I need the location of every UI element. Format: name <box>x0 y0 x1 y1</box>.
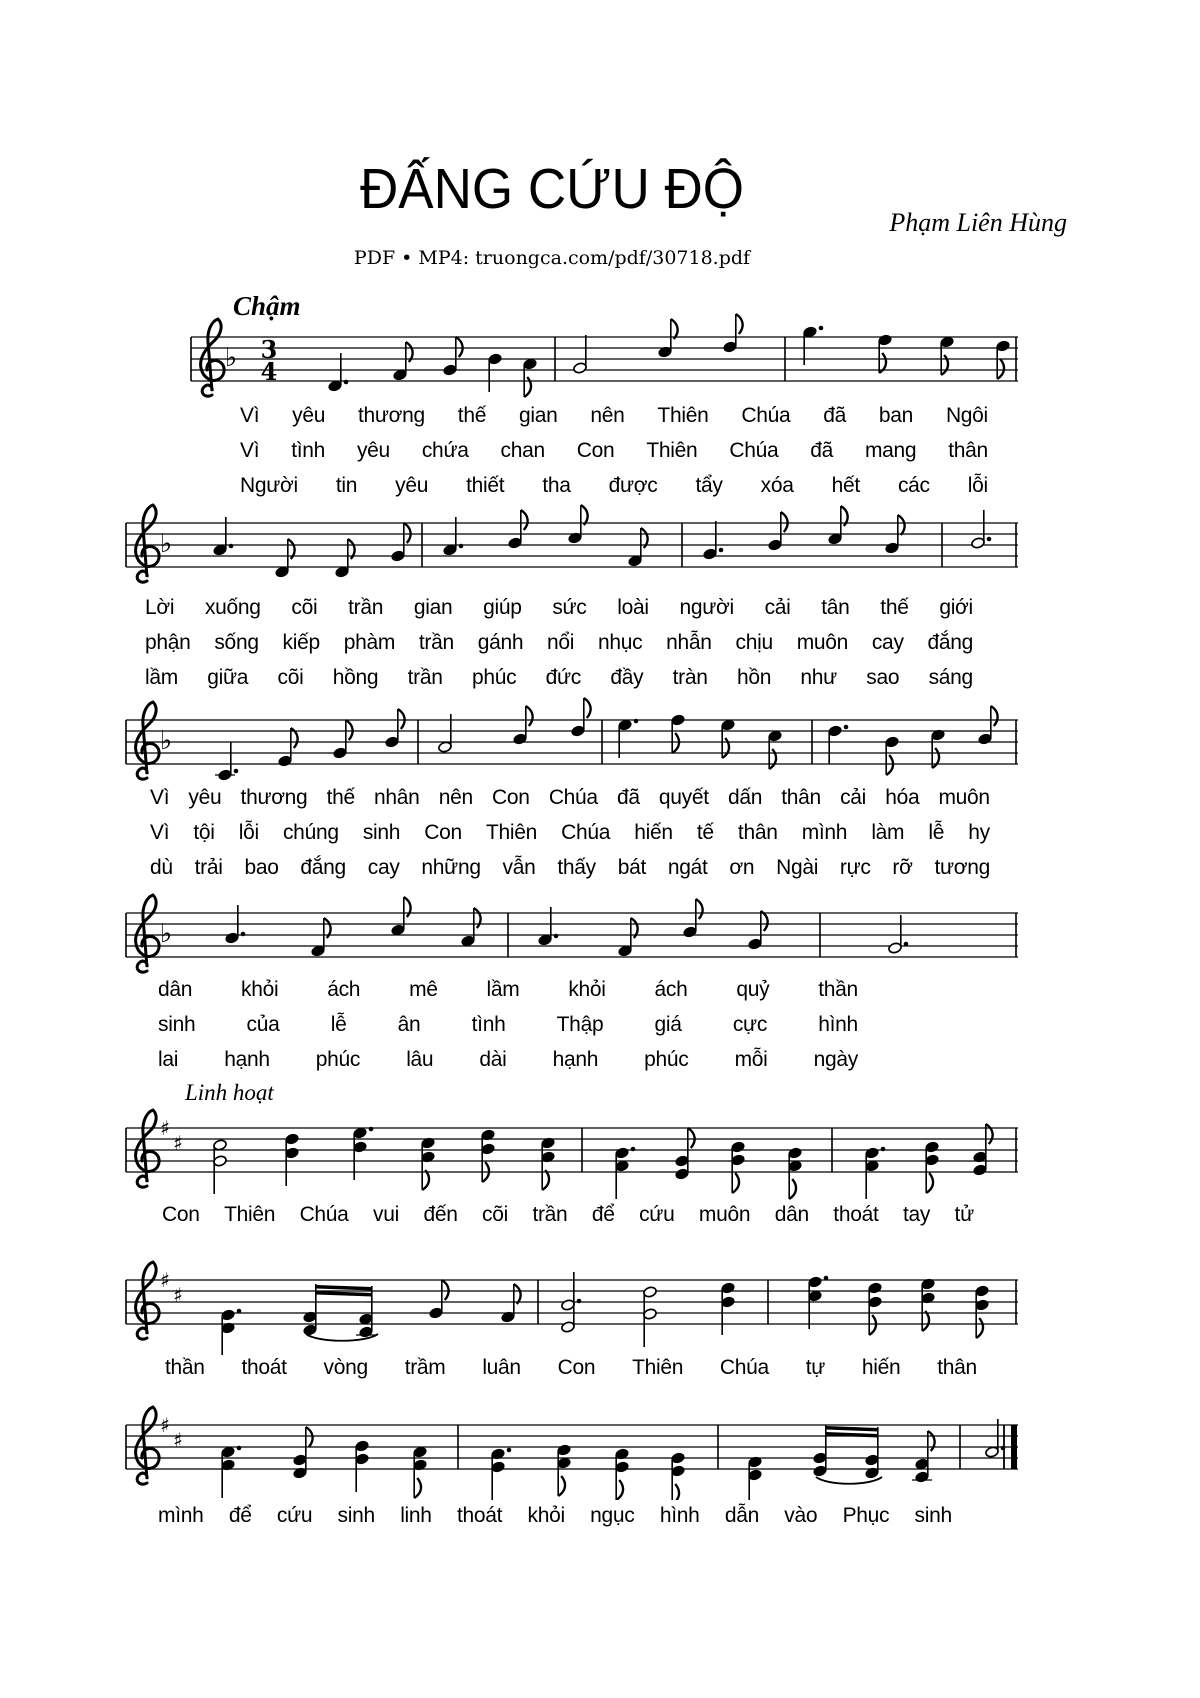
lyric-word: Vì <box>150 821 170 844</box>
lyric-word: hóa <box>885 786 920 809</box>
lyric-word: cay <box>367 856 400 879</box>
lyric-word: Vì <box>240 439 260 462</box>
lyric-word: mỗi <box>734 1048 768 1071</box>
lyric-word: hết <box>831 474 860 497</box>
staff-system-3 <box>120 695 1020 795</box>
lyric-word: cõi <box>291 596 318 619</box>
lyric-word: thân <box>937 1356 977 1379</box>
lyric-word: dù <box>150 856 173 879</box>
lyric-word: trần <box>532 1203 568 1226</box>
lyric-word: lầm <box>145 666 178 689</box>
svg-text:♭: ♭ <box>224 343 238 373</box>
staff-system-2 <box>120 498 1020 598</box>
lyric-line <box>158 978 858 1001</box>
lyric-line <box>145 666 973 689</box>
lyric-word: nhẫn <box>666 631 712 654</box>
lyric-word: ban <box>878 404 914 427</box>
lyric-word: nên <box>438 786 473 809</box>
lyric-word: Chúa <box>561 821 611 844</box>
lyric-word: phúc <box>644 1048 689 1071</box>
lyric-word: cứu <box>276 1504 313 1527</box>
lyric-word: tương <box>934 856 990 879</box>
lyric-word: loài <box>617 596 649 619</box>
lyric-word: hồn <box>736 666 772 689</box>
lyric-word: Chúa <box>548 786 598 809</box>
lyric-word: kiếp <box>282 631 320 654</box>
lyric-word: đã <box>810 439 834 462</box>
lyric-word: nổi <box>547 631 575 654</box>
lyric-word: dân <box>158 978 193 1001</box>
lyric-word: trần <box>418 631 454 654</box>
lyric-word: muôn <box>938 786 990 809</box>
lyric-line <box>240 474 988 497</box>
lyric-word: cay <box>871 631 904 654</box>
lyric-word: thế <box>880 596 909 619</box>
lyric-word: yêu <box>356 439 390 462</box>
staff-system-5 <box>120 1103 1020 1203</box>
lyric-word: vẫn <box>502 856 536 879</box>
lyric-word: khỏi <box>568 978 606 1001</box>
lyrics-system-6 <box>165 1356 977 1391</box>
tempo-marking-slow: Chậm <box>233 291 301 321</box>
lyric-word: chịu <box>735 631 773 654</box>
lyric-word: đắng <box>927 631 973 654</box>
lyric-word: chan <box>500 439 545 462</box>
lyric-word: sinh <box>914 1504 952 1527</box>
lyrics-system-4 <box>158 978 858 1083</box>
lyric-word: tẩy <box>695 474 723 497</box>
lyric-word: giữa <box>207 666 249 689</box>
lyric-word: bát <box>617 856 646 879</box>
lyric-word: Thiên <box>632 1356 684 1379</box>
lyric-word: hình <box>659 1504 700 1527</box>
lyric-word: thoát <box>241 1356 287 1379</box>
svg-text:4: 4 <box>260 357 278 386</box>
lyric-word: phàm <box>343 631 396 654</box>
lyric-word: sức <box>552 596 587 619</box>
lyric-line <box>165 1356 977 1379</box>
lyric-word: hy <box>968 821 990 844</box>
lyric-word: chứa <box>421 439 469 462</box>
lyrics-system-5 <box>162 1203 974 1238</box>
lyric-word: luân <box>482 1356 521 1379</box>
lyric-word: cõi <box>482 1203 508 1226</box>
lyric-word: Vì <box>150 786 170 809</box>
lyric-word: người <box>679 596 734 619</box>
lyric-word: gian <box>413 596 453 619</box>
svg-text:♯: ♯ <box>173 1428 183 1452</box>
lyric-word: lai <box>158 1048 179 1071</box>
lyric-word: Ngài <box>776 856 819 879</box>
lyric-word: ơn <box>729 856 755 879</box>
staff-system-1 <box>185 312 1020 412</box>
lyric-word: cõi <box>277 666 304 689</box>
lyric-word: ngát <box>667 856 708 879</box>
lyric-line <box>158 1504 952 1527</box>
lyric-line <box>240 404 988 427</box>
lyric-word: mê <box>409 978 438 1001</box>
lyric-word: mang <box>864 439 917 462</box>
lyric-word: như <box>800 666 837 689</box>
lyric-word: dài <box>479 1048 507 1071</box>
lyric-word: ngày <box>813 1048 858 1071</box>
lyric-word: xóa <box>760 474 794 497</box>
lyric-line <box>150 821 990 844</box>
lyric-word: cực <box>732 1013 768 1036</box>
lyric-word: thân <box>948 439 988 462</box>
lyric-word: yêu <box>188 786 222 809</box>
lyric-word: Lời <box>145 596 175 619</box>
lyric-word: ngục <box>590 1504 635 1527</box>
lyric-word: tay <box>902 1203 931 1226</box>
lyric-word: đến <box>423 1203 458 1226</box>
lyric-word: sáng <box>928 666 973 689</box>
svg-text:3: 3 <box>260 335 278 364</box>
lyric-word: hạnh <box>224 1048 270 1071</box>
lyric-word: vào <box>784 1504 818 1527</box>
lyric-word: yêu <box>395 474 429 497</box>
treble-clef-icon <box>201 319 225 396</box>
lyric-word: gian <box>518 404 558 427</box>
lyric-word: giá <box>654 1013 682 1036</box>
lyric-word: Thiên <box>646 439 698 462</box>
lyric-line <box>145 631 973 654</box>
staff-system-6 <box>120 1255 1020 1355</box>
lyric-word: Chúa <box>741 404 791 427</box>
lyric-word: tội <box>193 821 215 844</box>
lyric-word: đắng <box>300 856 346 879</box>
lyric-word: Chúa <box>299 1203 349 1226</box>
lyric-word: lỗi <box>967 474 988 497</box>
lyric-word: hình <box>818 1013 858 1036</box>
lyric-word: của <box>246 1013 280 1036</box>
lyric-word: muôn <box>698 1203 751 1226</box>
lyric-word: cứu <box>639 1203 675 1226</box>
lyric-word: tử <box>954 1203 974 1226</box>
lyric-word: làm <box>871 821 905 844</box>
lyric-word: quyết <box>658 786 709 809</box>
lyric-word: quỷ <box>736 978 770 1001</box>
lyric-word: hiến <box>634 821 673 844</box>
lyric-word: Thiên <box>224 1203 276 1226</box>
lyric-word: mình <box>801 821 848 844</box>
staff-system-4 <box>120 888 1020 988</box>
lyric-word: thần <box>165 1356 205 1379</box>
lyric-word: ân <box>397 1013 421 1036</box>
svg-text:♭: ♭ <box>159 726 173 756</box>
lyric-word: Ngôi <box>945 404 988 427</box>
lyrics-system-3 <box>150 786 990 891</box>
lyric-word: gánh <box>477 631 524 654</box>
lyric-word: ách <box>327 978 361 1001</box>
lyrics-system-7 <box>158 1504 952 1539</box>
lyric-word: để <box>591 1203 615 1226</box>
svg-text:♯: ♯ <box>160 1413 170 1437</box>
lyric-word: hạnh <box>552 1048 599 1071</box>
lyric-word: Chúa <box>729 439 779 462</box>
lyric-word: linh <box>400 1504 432 1527</box>
lyric-word: muôn <box>796 631 849 654</box>
treble-clef-icon <box>136 505 160 582</box>
lyrics-system-1 <box>240 404 988 509</box>
lyric-word: đầy <box>610 666 644 689</box>
lyric-word: hồng <box>332 666 379 689</box>
lyric-word: các <box>897 474 930 497</box>
lyric-word: rực <box>839 856 871 879</box>
lyric-word: để <box>228 1504 252 1527</box>
lyric-word: lễ <box>928 821 945 844</box>
lyric-word: lễ <box>330 1013 347 1036</box>
lyric-word: Con <box>576 439 615 462</box>
svg-text:♯: ♯ <box>160 1268 170 1292</box>
lyric-word: phúc <box>471 666 517 689</box>
lyric-word: Con <box>492 786 530 809</box>
svg-text:♯: ♯ <box>173 1131 183 1155</box>
svg-text:♭: ♭ <box>159 529 173 559</box>
song-title: ĐẤNG CỨU ĐỘ <box>360 157 744 222</box>
lyric-word: mình <box>158 1504 204 1527</box>
lyric-word: thân <box>737 821 778 844</box>
lyric-word: sao <box>866 666 900 689</box>
lyric-word: thần <box>818 978 858 1001</box>
staff-system-7 <box>120 1400 1020 1500</box>
tempo-marking-lively: Linh hoạt <box>185 1080 274 1105</box>
lyric-word: trải <box>194 856 223 879</box>
lyric-line <box>158 1048 858 1071</box>
treble-clef-icon <box>136 1407 160 1484</box>
lyric-word: được <box>608 474 658 497</box>
lyric-word: yêu <box>292 404 326 427</box>
lyric-word: tự <box>805 1356 826 1379</box>
lyric-word: lâu <box>406 1048 434 1071</box>
lyric-word: Phục <box>842 1504 890 1527</box>
lyric-word: dấn <box>727 786 763 809</box>
lyric-word: thế <box>457 404 487 427</box>
lyric-word: sinh <box>362 821 401 844</box>
lyric-word: trần <box>348 596 384 619</box>
svg-text:♭: ♭ <box>159 919 173 949</box>
composer-name: Phạm Liên Hùng <box>889 208 1067 237</box>
lyric-word: Con <box>162 1203 200 1226</box>
lyric-line <box>240 439 988 462</box>
lyric-word: tế <box>696 821 714 844</box>
lyric-word: cải <box>764 596 791 619</box>
lyric-word: nên <box>590 404 625 427</box>
treble-clef-icon <box>136 1110 160 1187</box>
lyric-word: khỏi <box>527 1504 565 1527</box>
lyric-word: đức <box>545 666 581 689</box>
lyric-word: thoát <box>833 1203 879 1226</box>
lyric-word: lỗi <box>238 821 259 844</box>
lyric-word: thương <box>240 786 308 809</box>
lyric-word: chúng <box>282 821 339 844</box>
lyric-word: đã <box>616 786 640 809</box>
lyric-word: lầm <box>486 978 520 1001</box>
svg-text:♯: ♯ <box>173 1283 183 1307</box>
lyric-word: sinh <box>158 1013 196 1036</box>
lyric-line <box>150 856 990 879</box>
treble-clef-icon <box>136 702 160 779</box>
lyric-word: thân <box>781 786 821 809</box>
lyric-line <box>158 1013 858 1036</box>
lyric-word: tân <box>821 596 850 619</box>
lyric-word: Vì <box>240 404 260 427</box>
lyrics-system-2 <box>145 596 973 701</box>
lyric-word: tràn <box>672 666 708 689</box>
pdf-link-line: PDF • MP4: truongca.com/pdf/30718.pdf <box>353 247 751 269</box>
lyric-word: tha <box>542 474 571 497</box>
lyric-word: phúc <box>315 1048 361 1071</box>
lyric-word: giúp <box>483 596 522 619</box>
lyric-word: trần <box>407 666 443 689</box>
lyric-word: vui <box>373 1203 399 1226</box>
treble-clef-icon <box>136 895 160 972</box>
svg-text:♯: ♯ <box>160 1116 170 1140</box>
lyric-word: vòng <box>323 1356 368 1379</box>
lyric-word: sống <box>214 631 259 654</box>
lyric-word: hiến <box>861 1356 901 1379</box>
lyric-word: cải <box>840 786 867 809</box>
lyric-word: tình <box>471 1013 506 1036</box>
lyric-line <box>162 1203 974 1226</box>
lyric-word: những <box>421 856 481 879</box>
lyric-word: ách <box>654 978 688 1001</box>
lyric-word: phận <box>145 631 191 654</box>
lyric-word: Con <box>424 821 462 844</box>
lyric-word: khỏi <box>241 978 279 1001</box>
lyric-word: trầm <box>404 1356 446 1379</box>
lyric-word: Người <box>240 474 298 497</box>
lyric-word: tin <box>335 474 358 497</box>
lyric-word: thiết <box>466 474 505 497</box>
lyric-word: Con <box>557 1356 596 1379</box>
lyric-word: Thiên <box>485 821 538 844</box>
lyric-word: dẫn <box>724 1504 759 1527</box>
lyric-word: giới <box>939 596 973 619</box>
lyric-word: nhân <box>374 786 420 809</box>
lyric-word: tình <box>291 439 326 462</box>
lyric-word: đã <box>823 404 847 427</box>
lyric-word: xuống <box>204 596 261 619</box>
treble-clef-icon <box>136 1262 160 1339</box>
lyric-word: thấy <box>557 856 596 879</box>
lyric-word: Chúa <box>719 1356 769 1379</box>
lyric-word: dân <box>774 1203 809 1226</box>
lyric-word: thế <box>326 786 355 809</box>
lyric-word: thương <box>358 404 425 427</box>
lyric-word: Thập <box>556 1013 604 1036</box>
lyric-word: Thiên <box>657 404 709 427</box>
lyric-line <box>150 786 990 809</box>
lyric-word: rỡ <box>892 856 913 879</box>
lyric-word: thoát <box>457 1504 503 1527</box>
lyric-word: bao <box>244 856 279 879</box>
lyric-word: sinh <box>337 1504 375 1527</box>
lyric-line <box>145 596 973 619</box>
lyric-word: nhục <box>598 631 643 654</box>
